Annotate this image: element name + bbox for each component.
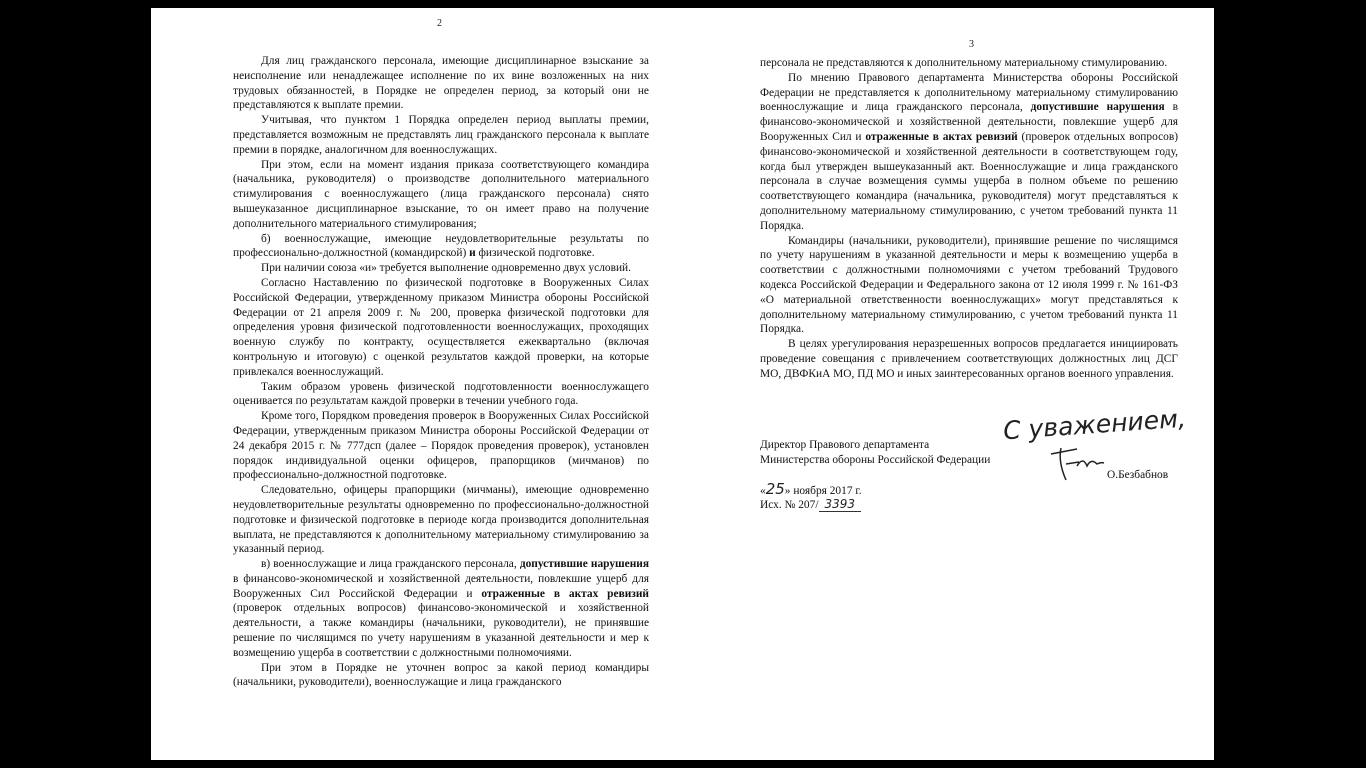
signer-position-line1: Директор Правового департамента [760,439,930,451]
paragraph [233,113,649,157]
paragraph [233,661,649,691]
signature-mark [1047,442,1107,482]
paragraph [233,232,649,262]
bold-text: допустившие нарушения [1030,101,1165,114]
date-open-quote: « [760,485,766,497]
text-run: По мнению Правового департамента Министерства обороны Российской Федерации не представляется к дополнительному материальному стимулированию военнослужащие и лица гражданского персонала, [760,71,1178,114]
handwritten-greeting: С уважением, [1002,403,1187,446]
text-run: Командиры (начальники, руководители), принявшие решение по числящимся по учету нарушениям в указанной деятельности и меры к возмещению ущерба в соответствии с должностными полномочиями с учетом требований Трудового кодекса Российской Федерации и Федерального закона от 12 июля 1999 г. № 161-ФЗ «О материальной ответственности военнослужащих» могут представляться к дополнительному материальному стимулированию, с учетом требований пункта 11 Порядка. [760,234,1178,336]
outgoing-number [760,497,861,513]
text-run: б) военнослужащие, имеющие неудовлетворительные результаты по профессионально-должностной (командирской) [233,232,649,260]
right-page-number: 3 [969,39,974,50]
paragraph [233,483,649,557]
text-run: в) военнослужащие и лица гражданского персонала, [261,558,520,571]
date-day: 25 [765,480,785,498]
text-run: в финансово-экономической и хозяйственной деятельности, повлекшие ущерб для Вооруженных Сил и [760,101,1178,143]
text-run: В целях урегулирования неразрешенных вопросов предлагается инициировать проведение совещания с привлечением соответствующих должностных лиц ДСГ МО, ДВФКиА МО, ПД МО и иных заинтересованных органов военного управления. [760,338,1178,380]
paragraph [233,261,649,276]
text-run: При этом, если на момент издания приказа соответствующего командира (начальника, руководителя) о производстве дополнительного материального стимулирования с военнослужащего (лица гражданского персонала) снято вышеуказанное дисциплинарное взыскание, то он имеет право на получение дополнительного материального стимулирования; [233,158,649,230]
text-run: Таким образом уровень физической подготовленности военнослужащего оценивается по результатам каждой проверки в течении учебного года. [233,380,649,408]
paragraph [233,409,649,483]
paragraph [760,56,1178,71]
text-run: Учитывая, что пунктом 1 Порядка определен период выплаты премии, представляется возможным не представлять лиц гражданского персонала к выплате премии в порядке, аналогичном для военнослужащих. [233,114,649,156]
outgoing-number-value: 3393 [819,497,862,512]
bold-text: отраженные в актах ревизий [481,587,649,600]
text-run: Для лиц гражданского персонала, имеющие дисциплинарное взыскание за неисполнение или ненадлежащее исполнение по их вине возложенных на них трудовых обязанностей, в Порядке не определен период, за который они не представляются к выплате премии. [233,55,649,112]
text-run: физической подготовке. [475,247,595,260]
paragraph [233,380,649,410]
text-run: (проверок отдельных вопросов) финансово-экономической и хозяйственной деятельности, а также командиры (начальники, руководители), не принявшие решение по числящимся по учету нарушениям в указанной деятельности и мер к возмещению ущерба в соответствии с должностными полномочиями. [233,602,649,659]
signer-name: О.Безбабнов [1107,469,1169,481]
paragraph [233,54,649,113]
text-run: персонала не представляются к дополнительному материальному стимулированию. [760,57,1168,69]
text-run: в финансово-экономической и хозяйственной деятельности, повлекшие ущерб для Вооруженных Сил Российской Федерации и [233,572,649,600]
bold-text: и [469,247,476,260]
paragraph [233,158,649,232]
text-run: При наличии союза «и» требуется выполнение одновременно двух условий. [261,262,632,275]
text-run: При этом в Порядке не уточнен вопрос за какой период командиры (начальники, руководители), военнослужащие и лица гражданского [233,661,649,689]
text-run: Следовательно, офицеры прапорщики (мичманы), имеющие одновременно неудовлетворительные результаты одновременно по профессионально-должностной подготовке и физической подготовке в периоде когда производится дополнительная выплата, не представляются к дополнительному материальному стимулированию за указанный период. [233,484,649,556]
text-run: (проверок отдельных вопросов) финансово-экономической и хозяйственной деятельности в соответствующем году, когда был утвержден вышеуказанный акт. Военнослужащие и лица гражданского персонала в случае возмещения суммы ущерба в полном объеме по решению соответствующего командира (начальника, руководителя) могут представляться к дополнительному материальному стимулированию, с учетом требований пункта 11 Порядка. [760,130,1178,232]
paragraph [233,557,649,661]
paragraph [233,276,649,380]
signer-position-line2: Министерства обороны Российской Федерации [760,453,991,466]
document-sheet [151,8,1214,760]
paragraph [760,337,1178,381]
text-run: Кроме того, Порядком проведения проверок в Вооруженных Силах Российской Федерации, утвержденным приказом Министра обороны Российской Федерации от 24 декабря 2015 г. № 777дсп (далее – Порядок проведения проверок), установлен порядок индивидуальной оценки офицеров, прапорщиков (мичманов) по профессионально-должностной подготовке. [233,410,649,482]
left-page-number: 2 [437,18,442,29]
text-run: Согласно Наставлению по физической подготовке в Вооруженных Силах Российской Федерации, утвержденному приказом Министра обороны Российской Федерации от 21 апреля 2009 г. № 200, проверка физической подготовки для определения уровня физической подготовленности военнослужащих, проходящих военную службу по контракту, осуществляется ежеквартально (включая контрольную и итоговую) с оценкой результатов каждой проверки, на которые привлекался военнослужащий. [233,276,649,378]
signer-position [760,438,1030,468]
date-rest: » ноября 2017 г. [784,485,862,497]
paragraph [760,71,1178,234]
outgoing-prefix: Исх. № 207/ [760,499,819,511]
right-page-text [760,56,1178,382]
bold-text: отраженные в актах ревизий [865,130,1018,143]
paragraph [760,234,1178,338]
bold-text: допустившие нарушения [519,558,649,571]
left-page-text [233,54,649,690]
